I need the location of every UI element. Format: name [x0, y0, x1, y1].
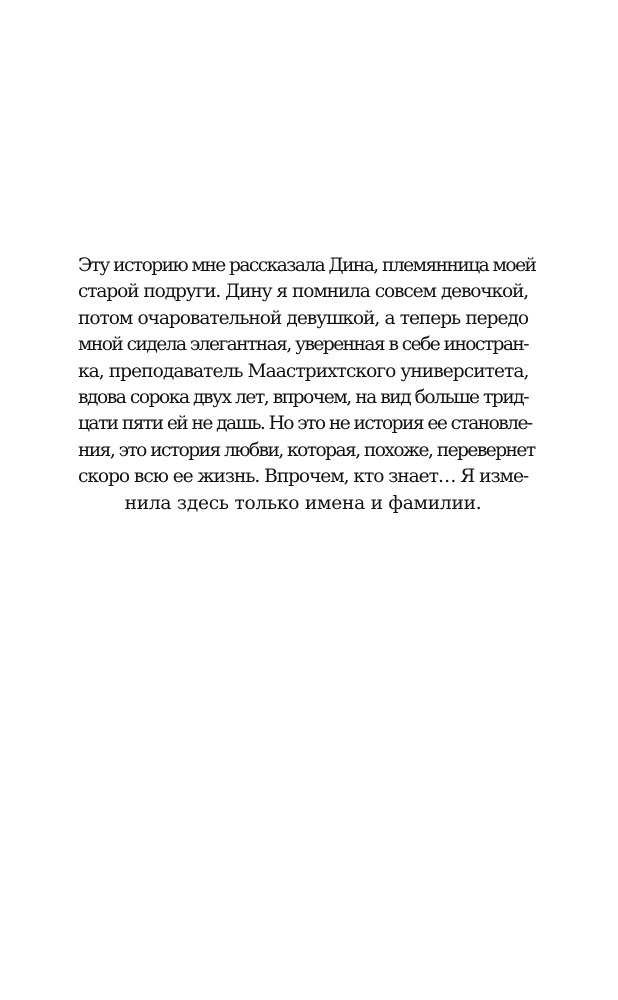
text-line: потом очаровательной девушкой, а теперь передо	[78, 307, 528, 329]
text-line: мной сидела элегантная, уверенная в себе иностран-	[78, 334, 528, 356]
text-line: ния, это история любви, которая, похоже, перевернет	[78, 439, 535, 461]
text-line: ка, преподаватель Маастрихтского университета,	[78, 360, 529, 382]
text-line: старой подруги. Дину я помнила совсем девочкой,	[78, 281, 528, 303]
text-line: цати пяти ей не дашь. Но это не история ее становле-	[78, 413, 532, 435]
text-line: вдова сорока двух лет, впрочем, на вид больше трид-	[78, 386, 529, 408]
text-line-last: нила здесь только имена и фамилии.	[124, 492, 482, 514]
epigraph-paragraph	[78, 253, 536, 517]
text-line: скоро всю ее жизнь. Впрочем, кто знает… Я изме-	[78, 466, 529, 488]
text-line: Эту историю мне рассказала Дина, племянница моей	[78, 255, 536, 276]
